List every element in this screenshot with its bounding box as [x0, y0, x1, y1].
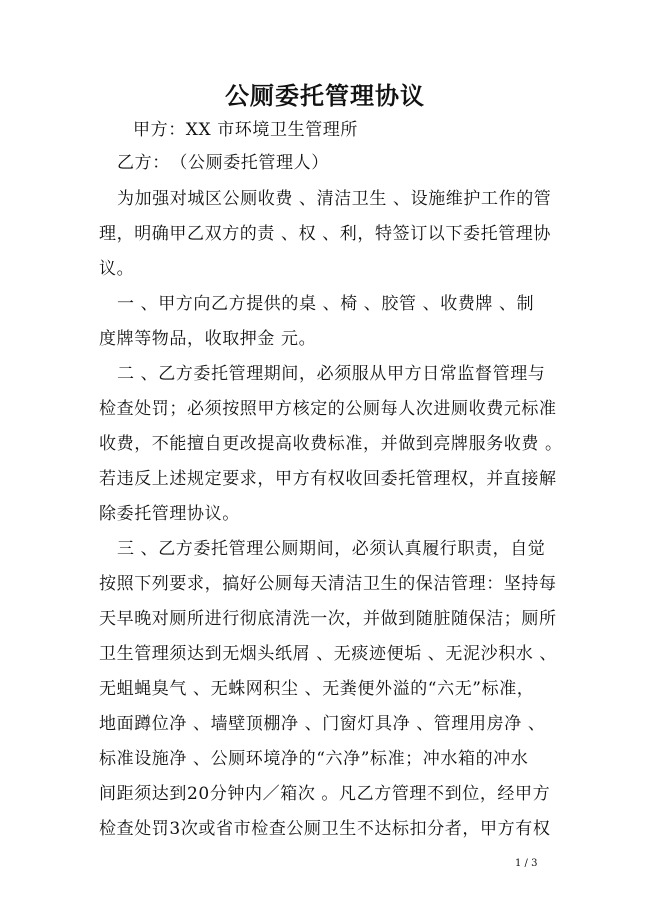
clause3-line: 检查处罚3次或省市检查公厕卫生不达标扣分者，甲方有权	[99, 819, 551, 839]
party-b-line: 乙方： （公厕委托管理人）	[117, 153, 329, 173]
clause3-line: 三 、乙方委托管理公厕期间，必须认真履行职责，自觉	[117, 539, 546, 559]
clause3-line: 间距须达到20分钟内／箱次 。凡乙方管理不到位，经甲方	[99, 784, 551, 804]
clause3-line: 地面蹲位净 、墙壁顶棚净 、门窗灯具净 、管理用房净 、	[99, 714, 546, 734]
clause3-line: 卫生管理须达到无烟头纸屑 、无痰迹便垢 、无泥沙积水 、	[99, 644, 558, 664]
intro-line: 理，明确甲乙双方的责 、权 、利，特签订以下委托管理协	[99, 224, 552, 244]
clause1-line: 一 、甲方向乙方提供的桌 、椅 、胶管 、收费牌 、制	[117, 294, 535, 314]
clause3-line: 标准设施净 、公厕环境净的“六净”标准；冲水箱的冲水	[99, 749, 529, 769]
clause2-line: 二 、乙方委托管理期间，必须服从甲方日常监督管理与	[117, 364, 546, 384]
intro-line: 议。	[99, 259, 135, 279]
clause2-line: 检查处罚；必须按照甲方核定的公厕每人次进厕收费元标准	[99, 399, 557, 419]
document-title: 公厕委托管理协议	[225, 81, 425, 110]
intro-line: 为加强对城区公厕收费 、清洁卫生 、设施维护工作的管	[117, 189, 552, 209]
clause3-line: 天早晚对厕所进行彻底清洗一次，并做到随脏随保洁；厕所	[99, 609, 557, 629]
clause3-line: 按照下列要求，搞好公厕每天清洁卫生的保洁管理：坚持每	[99, 574, 557, 594]
clause3-line: 无蛆蝇臭气 、无蛛网积尘 、无粪便外溢的“六无”标准，	[99, 679, 535, 699]
clause2-line: 收费，不能擅自更改提高收费标准，并做到亮牌服务收费 。	[99, 434, 563, 454]
clause1-line: 度牌等物品，收取押金 元。	[99, 329, 317, 349]
clause2-line: 除委托管理协议。	[99, 504, 240, 524]
page-number: 1 / 3	[515, 858, 538, 869]
clause2-line: 若违反上述规定要求，甲方有权收回委托管理权，并直接解	[99, 469, 557, 489]
party-a-line: 甲方：XX 市环境卫生管理所	[133, 120, 359, 140]
